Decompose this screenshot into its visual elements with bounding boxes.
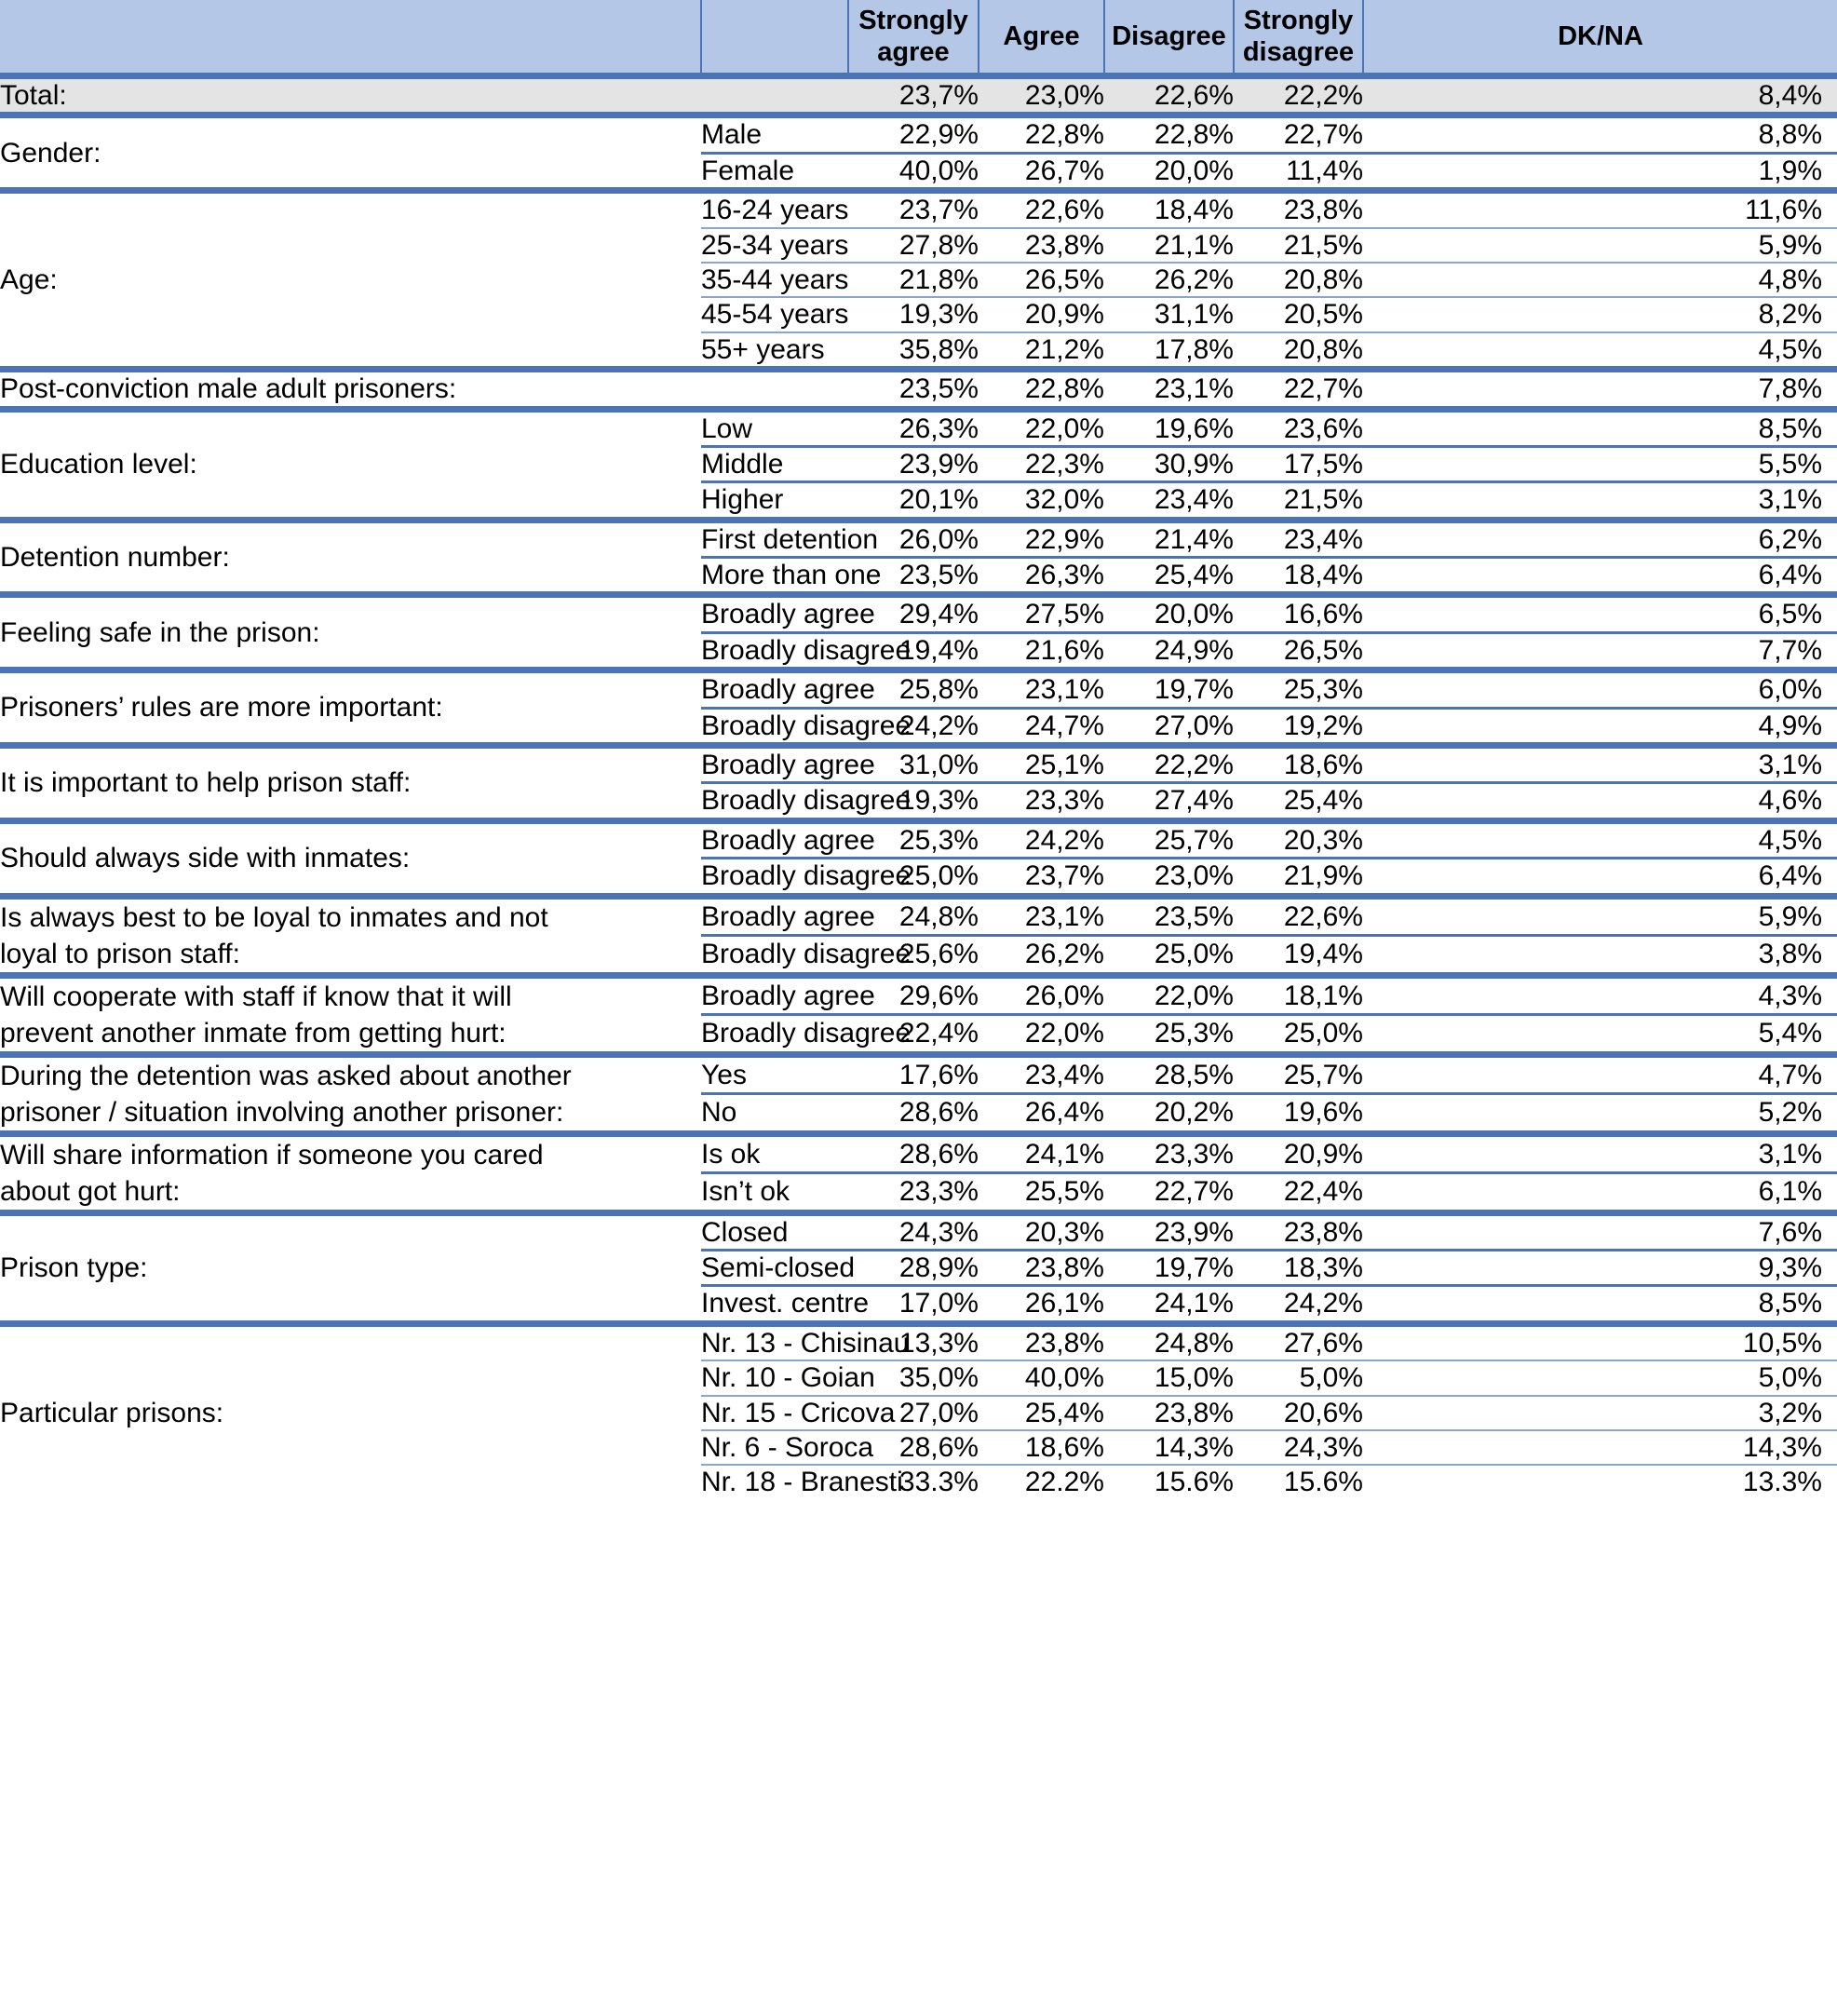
data-cell: 27,0% [848,1396,979,1430]
data-cell: 6,1% [1363,1173,1837,1213]
data-cell: 23,3% [848,1173,979,1213]
data-cell: 21,4% [1104,520,1234,557]
data-cell: 29,6% [848,975,979,1015]
data-cell: 19,2% [1234,708,1363,745]
data-cell: 20,6% [1234,1396,1363,1430]
data-cell: 31,0% [848,746,979,783]
data-cell: 20,9% [979,297,1104,331]
data-cell: 21,6% [979,632,1104,670]
data-cell: 25,3% [1234,670,1363,708]
row-subcategory-label: Semi-closed [701,1250,848,1285]
data-cell: 25,4% [1234,783,1363,820]
data-cell: 11,6% [1363,191,1837,228]
column-header-strongly-agree [848,0,979,76]
data-cell: 15.6% [1234,1465,1363,1498]
data-cell: 27,4% [1104,783,1234,820]
data-cell: 17,8% [1104,332,1234,370]
row-subcategory-label: Broadly disagree [701,859,848,896]
table-row [0,1133,1837,1173]
data-cell: 27,0% [1104,708,1234,745]
data-cell: 23,8% [1104,1396,1234,1430]
data-cell: 19,4% [1234,936,1363,976]
data-cell: 23,7% [848,191,979,228]
data-cell: 23,0% [979,76,1104,115]
data-cell: 19,3% [848,783,979,820]
row-subcategory-label: Broadly agree [701,896,848,936]
data-cell: 10,5% [1363,1323,1837,1360]
row-subcategory-label: Broadly agree [701,746,848,783]
data-cell: 19,6% [1104,409,1234,446]
row-group-label-line1: Will cooperate with staff if know that it will [0,981,512,1012]
data-cell: 26,4% [979,1094,1104,1134]
data-cell: 20,1% [848,482,979,520]
data-cell: 19,7% [1104,670,1234,708]
data-cell: 20,5% [1234,297,1363,331]
data-cell: 18,4% [1234,558,1363,595]
row-subcategory-label: Female [701,153,848,190]
table-row [0,820,1837,858]
row-group-label: Total: [0,76,848,115]
data-cell: 24,8% [848,896,979,936]
column-header-strongly-disagree [1234,0,1363,76]
data-cell: 25,8% [848,670,979,708]
data-cell: 22,6% [979,191,1104,228]
data-cell: 4,6% [1363,783,1837,820]
data-cell: 23,4% [1234,520,1363,557]
data-cell: 25,3% [1104,1015,1234,1055]
data-cell: 23,4% [1104,482,1234,520]
data-cell: 9,3% [1363,1250,1837,1285]
data-cell: 20,3% [979,1212,1104,1250]
table-row [0,1323,1837,1360]
table-header [0,0,1837,76]
data-cell: 22,7% [1234,370,1363,409]
data-cell: 8,5% [1363,1286,1837,1323]
data-cell: 11,4% [1234,153,1363,190]
data-cell: 6,4% [1363,859,1837,896]
data-cell: 28,5% [1104,1054,1234,1094]
data-cell: 13,3% [848,1323,979,1360]
data-cell: 24,1% [1104,1286,1234,1323]
data-cell: 27,8% [848,228,979,263]
header-line-1: Strongly [1243,5,1354,35]
data-cell: 5,0% [1234,1360,1363,1395]
data-cell: 4,3% [1363,975,1837,1015]
data-cell: 22,7% [1104,1173,1234,1213]
row-subcategory-label: Higher [701,482,848,520]
row-group-label [0,896,701,975]
data-cell: 20,0% [1104,595,1234,632]
data-cell: 22,6% [1234,896,1363,936]
row-group-label [0,1054,701,1133]
table-row [0,975,1837,1015]
row-subcategory-label: 45-54 years [701,297,848,331]
row-subcategory-label: Broadly disagree [701,708,848,745]
row-subcategory-label: 25-34 years [701,228,848,263]
data-cell: 24,2% [1234,1286,1363,1323]
data-cell: 22,0% [1104,975,1234,1015]
row-group-label-line1: Is always best to be loyal to inmates and not [0,901,548,933]
row-subcategory-label: Invest. centre [701,1286,848,1323]
data-cell: 23,9% [848,446,979,481]
table-header-row [0,0,1837,76]
data-cell: 3,1% [1363,746,1837,783]
data-cell: 23,0% [1104,859,1234,896]
data-cell: 26,7% [979,153,1104,190]
row-subcategory-label: Is ok [701,1133,848,1173]
data-cell: 3,2% [1363,1396,1837,1430]
table-row [0,1054,1837,1094]
data-cell: 23,8% [979,1250,1104,1285]
row-subcategory-label: Nr. 15 - Cricova [701,1396,848,1430]
data-cell: 8,8% [1363,115,1837,153]
data-cell: 24,3% [1234,1430,1363,1465]
row-subcategory-label: 55+ years [701,332,848,370]
data-cell: 25,4% [979,1396,1104,1430]
row-group-label-line1: Will share information if someone you cared [0,1139,544,1170]
data-cell: 26,3% [979,558,1104,595]
row-subcategory-label: No [701,1094,848,1134]
row-subcategory-label: Broadly disagree [701,936,848,976]
data-cell: 25,7% [1104,820,1234,858]
data-cell: 23,5% [848,370,979,409]
row-subcategory-label: Nr. 18 - Branesti [701,1467,903,1498]
data-cell: 24,9% [1104,632,1234,670]
data-cell: 1,9% [1363,153,1837,190]
row-group-label: Should always side with inmates: [0,820,701,896]
row-subcategory-label: Broadly disagree [701,1015,848,1055]
data-cell: 6,2% [1363,520,1837,557]
data-cell: 22,0% [979,1015,1104,1055]
table-row [0,595,1837,632]
data-cell: 25,7% [1234,1054,1363,1094]
data-cell: 5,2% [1363,1094,1837,1134]
data-cell: 23,4% [979,1054,1104,1094]
row-subcategory-label: Broadly disagree [701,783,848,820]
data-cell: 22,9% [848,115,979,153]
data-cell: 25,0% [848,859,979,896]
data-cell: 14,3% [1104,1430,1234,1465]
data-cell: 26,3% [848,409,979,446]
row-subcategory-label: 16-24 years [701,191,848,228]
data-cell: 25,3% [848,820,979,858]
row-subcategory-label: Broadly disagree [701,632,848,670]
data-cell: 22,6% [1104,76,1234,115]
data-cell: 22,9% [979,520,1104,557]
data-cell: 4,9% [1363,708,1837,745]
data-cell: 20,9% [1234,1133,1363,1173]
data-cell: 5,9% [1363,228,1837,263]
row-subcategory-label: More than one [701,558,848,595]
data-cell: 24,3% [848,1212,979,1250]
row-group-label-line2: prevent another inmate from getting hurt: [0,1017,507,1049]
data-cell: 28,6% [848,1133,979,1173]
data-cell: 15.6% [1104,1465,1234,1498]
data-cell: 25,0% [1104,936,1234,976]
data-cell: 22,0% [979,409,1104,446]
data-cell: 22,4% [848,1015,979,1055]
data-cell: 23,3% [1104,1133,1234,1173]
data-cell: 23,5% [1104,896,1234,936]
data-cell: 6,4% [1363,558,1837,595]
data-cell: 23,1% [1104,370,1234,409]
header-line-1: Strongly [858,5,968,35]
row-subcategory-label: Male [701,115,848,153]
column-header-disagree: Disagree [1104,0,1234,76]
data-cell: 21,8% [848,263,979,297]
data-cell: 21,5% [1234,482,1363,520]
data-cell: 30,9% [1104,446,1234,481]
row-subcategory-label: Middle [701,446,848,481]
data-cell: 19,6% [1234,1094,1363,1134]
row-group-label: Detention number: [0,520,701,595]
table-row [0,115,1837,153]
row-subcategory-label: Nr. 13 - Chisinau [701,1323,848,1360]
data-cell: 23,7% [979,859,1104,896]
data-cell: 25,1% [979,746,1104,783]
data-cell: 20,0% [1104,153,1234,190]
data-cell: 19,7% [1104,1250,1234,1285]
table-row [0,520,1837,557]
row-subcategory-label: Yes [701,1054,848,1094]
row-subcategory-label: Nr. 6 - Soroca [701,1430,848,1465]
row-group-label [0,1133,701,1212]
data-cell: 26,5% [979,263,1104,297]
row-subcategory-label: Broadly agree [701,595,848,632]
data-cell: 18,6% [979,1430,1104,1465]
data-cell: 4,7% [1363,1054,1837,1094]
table-body [0,76,1837,1499]
data-cell: 23,1% [979,670,1104,708]
data-cell: 28,6% [848,1094,979,1134]
data-cell: 23,9% [1104,1212,1234,1250]
row-group-label-line2: about got hurt: [0,1175,181,1207]
data-cell: 5,9% [1363,896,1837,936]
data-cell: 27,5% [979,595,1104,632]
row-subcategory-label: First detention [701,520,848,557]
data-cell: 21,1% [1104,228,1234,263]
data-cell: 5,0% [1363,1360,1837,1395]
row-group-label-line1: During the detention was asked about another [0,1060,572,1091]
row-subcategory-label: Nr. 10 - Goian [701,1360,848,1395]
data-cell: 5,5% [1363,446,1837,481]
data-cell: 35,0% [848,1360,979,1395]
row-subcategory-label: Closed [701,1212,848,1250]
row-subcategory-label: Broadly agree [701,820,848,858]
data-cell: 13.3% [1363,1465,1837,1498]
data-cell: 29,4% [848,595,979,632]
data-cell: 5,4% [1363,1015,1837,1055]
data-cell: 40,0% [979,1360,1104,1395]
data-cell: 17,6% [848,1054,979,1094]
data-cell: 23,1% [979,896,1104,936]
row-group-label: It is important to help prison staff: [0,746,701,821]
data-cell: 20,8% [1234,263,1363,297]
data-cell: 23,6% [1234,409,1363,446]
data-cell: 24,1% [979,1133,1104,1173]
row-group-label: Prisoners’ rules are more important: [0,670,701,746]
data-cell: 40,0% [848,153,979,190]
data-cell: 32,0% [979,482,1104,520]
data-cell: 21,2% [979,332,1104,370]
table-row [0,370,1837,409]
data-cell: 18,6% [1234,746,1363,783]
data-cell: 22,7% [1234,115,1363,153]
data-cell: 17,0% [848,1286,979,1323]
data-cell: 18,4% [1104,191,1234,228]
data-cell: 28,9% [848,1250,979,1285]
table-row [0,670,1837,708]
header-line-2: agree [877,37,950,67]
data-cell: 20,3% [1234,820,1363,858]
data-cell: 25,0% [1234,1015,1363,1055]
data-cell: 7,6% [1363,1212,1837,1250]
data-cell: 24,8% [1104,1323,1234,1360]
data-cell: 8,4% [1363,76,1837,115]
data-cell: 23,8% [979,228,1104,263]
data-cell: 3,1% [1363,1133,1837,1173]
table-row [0,191,1837,228]
column-header-dk-na: DK/NA [1363,0,1837,76]
data-cell: 15,0% [1104,1360,1234,1395]
data-cell: 22,8% [979,115,1104,153]
data-cell: 25,6% [848,936,979,976]
table-row [0,896,1837,936]
data-cell: 4,8% [1363,263,1837,297]
data-cell: 8,2% [1363,297,1837,331]
data-cell: 24,2% [979,820,1104,858]
row-group-label: Feeling safe in the prison: [0,595,701,670]
data-cell: 19,4% [848,632,979,670]
row-subcategory-label: Broadly agree [701,975,848,1015]
data-cell: 6,5% [1363,595,1837,632]
data-cell: 23,8% [1234,1212,1363,1250]
data-cell: 23,7% [848,76,979,115]
row-group-label: Age: [0,191,701,370]
column-header-agree: Agree [979,0,1104,76]
row-group-label: Post-conviction male adult prisoners: [0,370,848,409]
data-cell: 22.2% [979,1465,1104,1498]
data-cell: 25,5% [979,1173,1104,1213]
data-cell: 25,4% [1104,558,1234,595]
data-cell: 27,6% [1234,1323,1363,1360]
data-cell: 17,5% [1234,446,1363,481]
data-cell: 23,3% [979,783,1104,820]
table-row [0,76,1837,115]
row-subcategory-label: Isn’t ok [701,1173,848,1213]
row-group-label [0,975,701,1054]
row-group-label: Particular prisons: [0,1323,701,1498]
data-cell: 22,4% [1234,1173,1363,1213]
table-row [0,409,1837,446]
data-cell: 22,3% [979,446,1104,481]
row-group-label: Education level: [0,409,701,520]
data-cell: 33.3% [848,1465,979,1498]
data-cell: 4,5% [1363,332,1837,370]
row-subcategory-label: Low [701,409,848,446]
data-cell: 26,2% [1104,263,1234,297]
data-cell: 24,2% [848,708,979,745]
data-cell: 16,6% [1234,595,1363,632]
data-cell: 7,7% [1363,632,1837,670]
data-cell: 22,8% [1104,115,1234,153]
data-cell: 26,5% [1234,632,1363,670]
data-cell: 21,9% [1234,859,1363,896]
data-cell: 22,2% [1234,76,1363,115]
data-cell: 19,3% [848,297,979,331]
data-cell: 23,8% [979,1323,1104,1360]
row-group-label-line2: loyal to prison staff: [0,938,240,969]
data-cell: 3,1% [1363,482,1837,520]
data-cell: 26,1% [979,1286,1104,1323]
data-cell: 35,8% [848,332,979,370]
data-cell: 24,7% [979,708,1104,745]
row-subcategory-label: 35-44 years [701,263,848,297]
data-cell: 23,8% [1234,191,1363,228]
data-cell: 7,8% [1363,370,1837,409]
row-subcategory-label: Broadly agree [701,670,848,708]
data-cell: 20,2% [1104,1094,1234,1134]
header-line-2: disagree [1242,37,1355,67]
data-cell: 21,5% [1234,228,1363,263]
table-row [0,746,1837,783]
data-cell: 14,3% [1363,1430,1837,1465]
data-cell: 8,5% [1363,409,1837,446]
data-cell: 26,0% [848,520,979,557]
column-header-category [0,0,701,76]
data-cell: 26,0% [979,975,1104,1015]
data-cell: 4,5% [1363,820,1837,858]
data-cell: 20,8% [1234,332,1363,370]
data-cell: 6,0% [1363,670,1837,708]
row-group-label: Gender: [0,115,701,191]
data-cell: 22,8% [979,370,1104,409]
data-cell: 3,8% [1363,936,1837,976]
column-header-subcategory [701,0,848,76]
row-group-label-line2: prisoner / situation involving another prisoner: [0,1096,564,1128]
data-cell: 22,2% [1104,746,1234,783]
data-cell: 18,1% [1234,975,1363,1015]
data-cell: 18,3% [1234,1250,1363,1285]
data-cell: 31,1% [1104,297,1234,331]
data-cell: 26,2% [979,936,1104,976]
table-row [0,1212,1837,1250]
data-cell: 23,5% [848,558,979,595]
row-group-label: Prison type: [0,1212,701,1323]
data-cell: 28,6% [848,1430,979,1465]
